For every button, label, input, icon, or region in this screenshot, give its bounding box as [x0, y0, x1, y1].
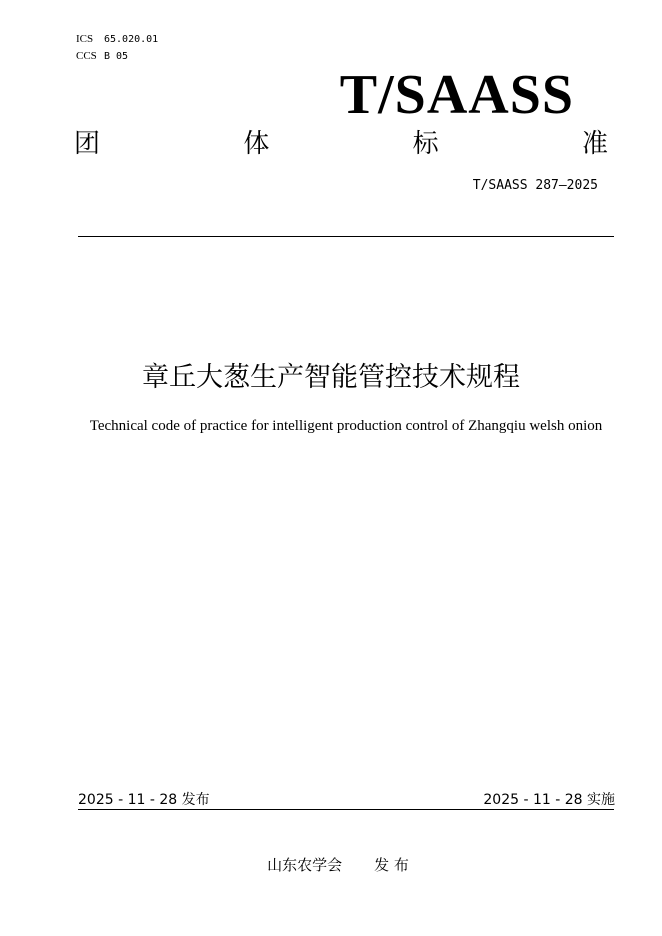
- ccs-line: [76, 48, 158, 65]
- ics-label: ICS: [76, 33, 94, 45]
- standard-number: T/SAASS 287—2025: [472, 178, 598, 193]
- publisher-line: [0, 854, 662, 875]
- bottom-divider: [78, 809, 614, 810]
- publisher-name: 山东农学会: [267, 856, 343, 874]
- classification-codes: [76, 31, 158, 65]
- standard-type: [74, 126, 608, 162]
- standard-type-char: 体: [243, 129, 270, 159]
- issue-date: 2025 - 11 - 28 发布: [78, 792, 210, 808]
- standard-type-char: 团: [74, 129, 101, 159]
- document-title-english: Technical code of practice for intelligent production control of Zhangqiu welsh onion: [89, 418, 603, 434]
- ccs-code: B 05: [104, 51, 129, 62]
- organization-logo: T/SAASS: [339, 64, 574, 126]
- ics-code: 65.020.01: [104, 34, 159, 45]
- ccs-label: CCS: [76, 50, 97, 62]
- document-title-chinese: 章丘大葱生产智能管控技术规程: [142, 362, 520, 393]
- standard-type-char: 标: [412, 129, 439, 159]
- ics-line: [76, 31, 158, 48]
- publish-word: 发 布: [374, 856, 409, 874]
- implementation-date: 2025 - 11 - 28 实施: [483, 792, 615, 808]
- standard-type-char: 准: [581, 129, 608, 159]
- top-divider: [78, 236, 614, 237]
